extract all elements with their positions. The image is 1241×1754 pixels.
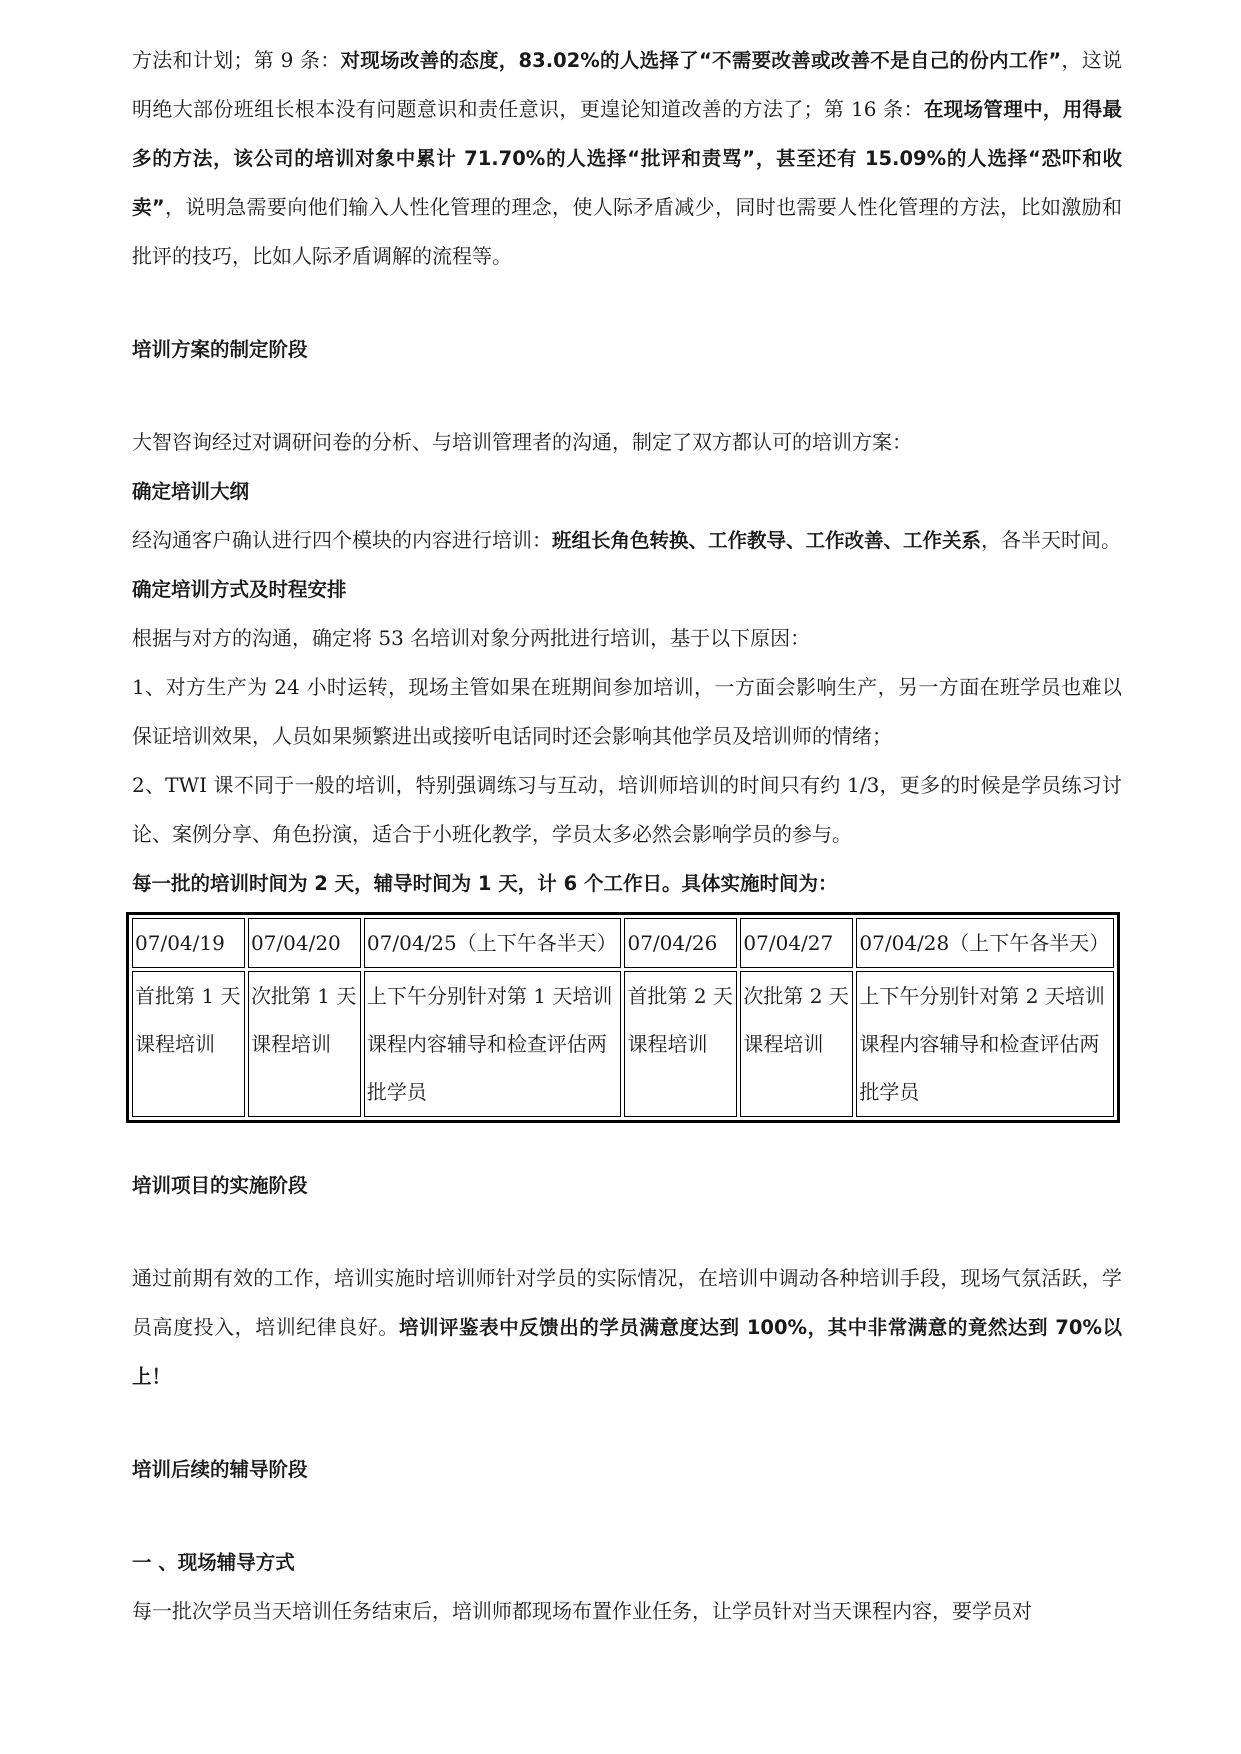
schedule-table [126, 912, 1120, 1123]
implementation-paragraph [132, 1254, 1122, 1401]
method-paragraph: 根据与对方的沟通，确定将 53 名培训对象分两批进行培训，基于以下原因： [132, 626, 811, 650]
bold-run: 班组长角色转换、工作教导、工作改善、工作关系 [552, 529, 982, 552]
schedule-date-cell: 07/04/20 [248, 918, 361, 968]
schedule-content-cell: 首批第 2 天课程培训 [624, 971, 737, 1117]
schedule-content-cell: 次批第 2 天课程培训 [740, 971, 853, 1117]
outline-paragraph [132, 516, 1122, 565]
reason-1-paragraph: 1、对方生产为 24 小时运转，现场主管如果在班期间参加培训，一方面会影响生产，另一方面在班学员也难以保证培训效果，人员如果频繁进出或接听电话同时还会影响其他学员及培训师的情绪； [132, 675, 1122, 748]
schedule-date-cell: 07/04/19 [132, 918, 245, 968]
schedule-date-cell: 07/04/27 [740, 918, 853, 968]
section-heading-plan: 培训方案的制定阶段 [132, 338, 308, 361]
document-page [132, 36, 1122, 1636]
schedule-content-cell: 上下午分别针对第 1 天培训课程内容辅导和检查评估两批学员 [364, 971, 622, 1117]
text-run: 经沟通客户确认进行四个模块的内容进行培训： [132, 528, 552, 552]
survey-findings-paragraph [132, 36, 1122, 281]
subheading-method: 确定培训方式及时程安排 [132, 578, 347, 601]
text-run: ，这说明绝大部份班组长根本没有问题意识和责任意识，更遑论知道改善的方法了；第 16 条： [132, 48, 1122, 121]
plan-paragraph: 大智咨询经过对调研问卷的分析、与培训管理者的沟通，制定了双方都认可的培训方案： [132, 430, 912, 454]
subheading-onsite: 一 、现场辅导方式 [132, 1551, 295, 1574]
text-run: 通过前期有效的工作，培训实施时培训师针对学员的实际情况，在培训中调动各种培训手段，现场气氛活跃，学员高度投入，培训纪律良好。 [132, 1266, 1122, 1339]
schedule-date-row [132, 918, 1114, 968]
schedule-intro: 每一批的培训时间为 2 天，辅导时间为 1 天，计 6 个工作日。具体实施时间为： [132, 872, 838, 895]
schedule-date-cell: 07/04/28（上下午各半天） [856, 918, 1114, 968]
text-run: ，各半天时间。 [981, 528, 1122, 552]
bold-run: 在现场管理中，用得最多的方法，该公司的培训对象中累计 71.70%的人选择“批评和责骂”，甚至还有 15.09%的人选择“恐吓和收卖” [132, 98, 1122, 219]
text-run: 方法和计划；第 9 条： [132, 48, 341, 72]
onsite-paragraph: 每一批次学员当天培训任务结束后，培训师都现场布置作业任务，让学员针对当天课程内容，要学员对 [132, 1599, 1032, 1623]
schedule-date-cell: 07/04/25（上下午各半天） [364, 918, 622, 968]
schedule-date-cell: 07/04/26 [624, 918, 737, 968]
schedule-content-cell: 首批第 1 天课程培训 [132, 971, 245, 1117]
text-run: ，说明急需要向他们输入人性化管理的理念，使人际矛盾减少，同时也需要人性化管理的方法，比如激励和批评的技巧，比如人际矛盾调解的流程等。 [132, 195, 1122, 268]
bold-run: 对现场改善的态度，83.02%的人选择了“不需要改善或改善不是自己的份内工作” [340, 49, 1062, 72]
schedule-content-cell: 次批第 1 天课程培训 [248, 971, 361, 1117]
bold-run: 培训评鉴表中反馈出的学员满意度达到 100%，其中非常满意的竟然达到 70%以上！ [132, 1316, 1123, 1388]
section-heading-followup: 培训后续的辅导阶段 [132, 1458, 308, 1481]
reason-2-paragraph: 2、TWI 课不同于一般的培训，特别强调练习与互动，培训师培训的时间只有约 1/3，更多的时候是学员练习讨论、案例分享、角色扮演，适合于小班化教学，学员太多必然会影响学员的参与。 [132, 773, 1122, 846]
section-heading-implementation: 培训项目的实施阶段 [132, 1174, 308, 1197]
schedule-content-row [132, 971, 1114, 1117]
subheading-outline: 确定培训大纲 [132, 480, 250, 503]
schedule-content-cell: 上下午分别针对第 2 天培训课程内容辅导和检查评估两批学员 [856, 971, 1114, 1117]
